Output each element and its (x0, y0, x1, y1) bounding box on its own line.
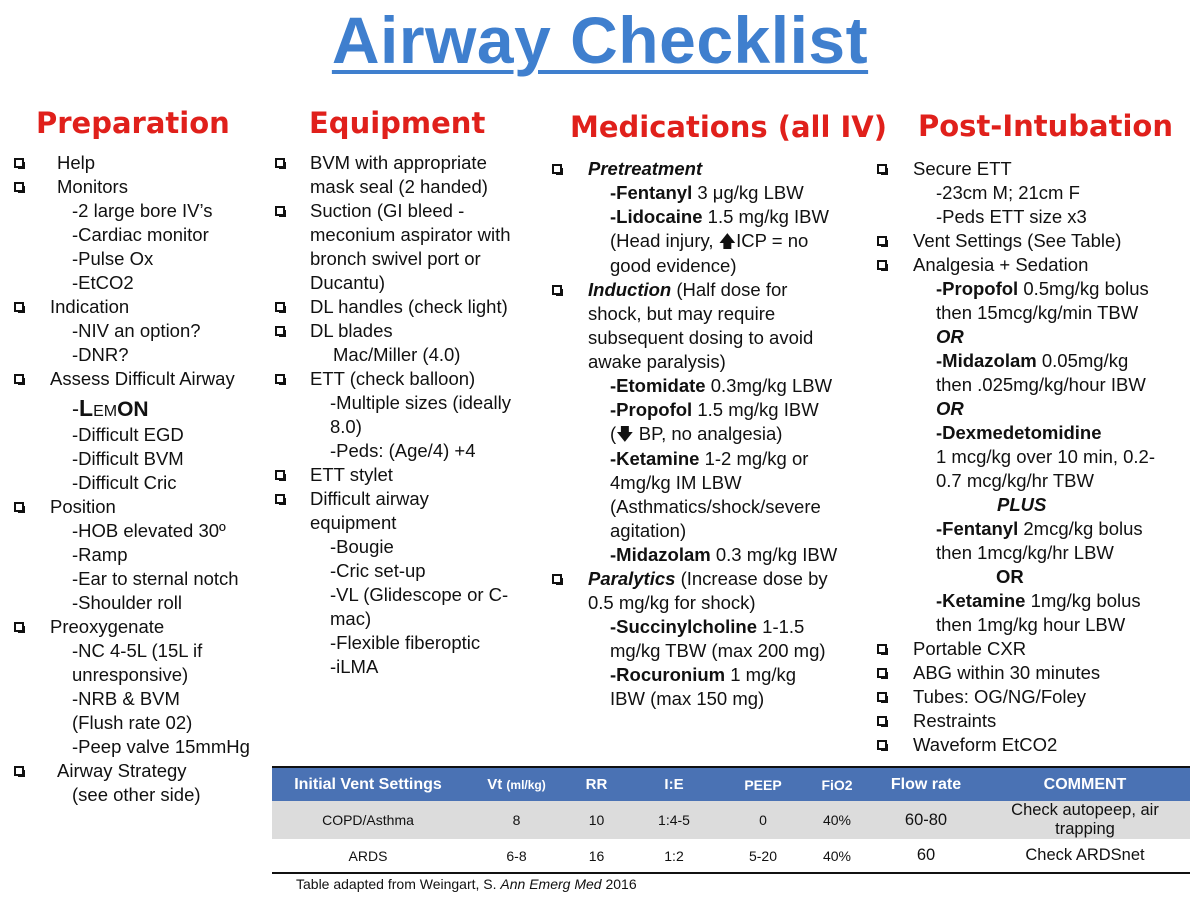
checklist-item: Position (14, 495, 269, 519)
drug-line: -Fentanyl 2mcg/kg bolus (936, 518, 1143, 539)
drug-line: -Lidocaine 1.5 mg/kg IBW (610, 206, 829, 227)
sub-item: 8.0) (330, 416, 362, 437)
checkbox-icon[interactable] (552, 164, 562, 174)
cell-fio2: 40% (802, 839, 872, 873)
item-continuation: shock, but may require (588, 303, 776, 324)
sub-item: -iLMA (330, 656, 379, 677)
checklist-item: BVM with appropriate (275, 151, 545, 175)
table-footnote: Table adapted from Weingart, S. Ann Emerg Med 2016 (296, 876, 637, 892)
cell-rr: 16 (569, 839, 624, 873)
drug-note: then 15mcg/kg/min TBW (936, 302, 1139, 323)
sub-item: -Difficult BVM (72, 448, 184, 469)
header-vt: Vt (ml/kg) (464, 768, 569, 801)
drug-line: -Propofol 1.5 mg/kg IBW (610, 399, 819, 420)
checklist-item: ABG within 30 minutes (877, 661, 1195, 685)
drug-note: then .025mg/kg/hour IBW (936, 374, 1146, 395)
sub-item: (Flush rate 02) (72, 712, 193, 733)
drug-note: then 1mcg/kg/hr LBW (936, 542, 1114, 563)
sub-item: -Difficult Cric (72, 472, 177, 493)
sub-item: -Cric set-up (330, 560, 426, 581)
sub-item: -Ear to sternal notch (72, 568, 239, 589)
drug-note: (Head injury, 🡅ICP = no (610, 230, 809, 251)
drug-note: (🡇 BP, no analgesia) (610, 423, 783, 444)
cell-fio2: 40% (802, 801, 872, 839)
sub-item: -EtCO2 (72, 272, 134, 293)
checklist-item: Monitors (14, 175, 269, 199)
cell-ie: 1:4-5 (624, 801, 724, 839)
checkbox-icon[interactable] (275, 326, 285, 336)
or-separator: OR (936, 398, 964, 419)
drug-line: -Midazolam 0.05mg/kg (936, 350, 1129, 371)
drug-note: 0.7 mcg/kg/hr TBW (936, 470, 1094, 491)
sub-item: -Ramp (72, 544, 128, 565)
post-intubation-heading: Post-Intubation (918, 109, 1173, 143)
header-setting: Initial Vent Settings (272, 768, 464, 801)
sub-item: -Pulse Ox (72, 248, 154, 269)
drug-line: -Rocuronium 1 mg/kg (610, 664, 797, 685)
cell-setting: COPD/Asthma (272, 801, 464, 839)
sub-item: unresponsive) (72, 664, 189, 685)
table-row (272, 801, 1190, 839)
checkbox-icon[interactable] (877, 164, 887, 174)
sub-item: -Peds: (Age/4) +4 (330, 440, 476, 461)
sub-item: -Bougie (330, 536, 394, 557)
or-separator: OR (936, 326, 964, 347)
cell-peep: 0 (724, 801, 802, 839)
drug-note: 4mg/kg IM LBW (610, 472, 742, 493)
checklist-item: Vent Settings (See Table) (877, 229, 1195, 253)
checkbox-icon[interactable] (275, 470, 285, 480)
checklist-item: Secure ETT (877, 157, 1195, 181)
checkbox-icon[interactable] (14, 302, 24, 312)
item-continuation: 0.5 mg/kg for shock) (588, 592, 756, 613)
checkbox-icon[interactable] (14, 182, 24, 192)
sub-item: Mac/Miller (4.0) (333, 344, 461, 365)
table-row (272, 839, 1190, 873)
sub-item: -NIV an option? (72, 320, 201, 341)
checkbox-icon[interactable] (14, 766, 24, 776)
sub-item: -NC 4-5L (15L if (72, 640, 203, 661)
header-peep: PEEP (724, 768, 802, 801)
item-continuation: awake paralysis) (588, 351, 726, 372)
drug-note: 1 mcg/kg over 10 min, 0.2- (936, 446, 1156, 467)
preparation-column (14, 151, 269, 807)
checkbox-icon[interactable] (14, 158, 24, 168)
cell-vt: 6-8 (464, 839, 569, 873)
drug-note: good evidence) (610, 255, 737, 276)
sub-item: -Cardiac monitor (72, 224, 209, 245)
drug-note: mg/kg TBW (max 200 mg) (610, 640, 826, 661)
checkbox-icon[interactable] (877, 236, 887, 246)
checklist-item: Difficult airway (275, 487, 545, 511)
checklist-item: Indication (14, 295, 269, 319)
sub-item: -Difficult EGD (72, 424, 184, 445)
drug-line: -Etomidate 0.3mg/kg LBW (610, 375, 833, 396)
checkbox-icon[interactable] (14, 622, 24, 632)
checklist-item: Airway Strategy (14, 759, 269, 783)
checkbox-icon[interactable] (877, 692, 887, 702)
sub-item: -23cm M; 21cm F (936, 182, 1080, 203)
drug-line: -Fentanyl 3 μg/kg LBW (610, 182, 804, 203)
drug-line: -Midazolam 0.3 mg/kg IBW (610, 544, 838, 565)
checklist-item: Suction (GI bleed - (275, 199, 545, 223)
checkbox-icon[interactable] (552, 574, 562, 584)
checklist-item: DL blades (275, 319, 545, 343)
sub-item: -Multiple sizes (ideally (330, 392, 511, 413)
preparation-heading: Preparation (36, 106, 230, 140)
checklist-item: ETT (check balloon) (275, 367, 545, 391)
checklist-item: Analgesia + Sedation (877, 253, 1195, 277)
checkbox-icon[interactable] (552, 285, 562, 295)
sub-item: -Shoulder roll (72, 592, 183, 613)
plus-separator: PLUS (997, 494, 1047, 515)
checkbox-icon[interactable] (877, 644, 887, 654)
checkbox-icon[interactable] (877, 260, 887, 270)
checkbox-icon[interactable] (14, 502, 24, 512)
checkbox-icon[interactable] (877, 740, 887, 750)
lemon-mnemonic: -LEMON (72, 395, 149, 421)
sub-item: (see other side) (72, 784, 201, 805)
drug-note: IBW (max 150 mg) (610, 688, 765, 709)
sub-item: -DNR? (72, 344, 129, 365)
checklist-item: Assess Difficult Airway (14, 367, 269, 391)
cell-rr: 10 (569, 801, 624, 839)
cell-comment: Check ARDSnet (980, 839, 1190, 873)
sub-item: -VL (Glidescope or C- (330, 584, 509, 605)
header-ie: I:E (624, 768, 724, 801)
equipment-column (275, 151, 545, 679)
sub-item: -Peep valve 15mmHg (72, 736, 250, 757)
checkbox-icon[interactable] (877, 716, 887, 726)
cell-flow: 60 (872, 839, 980, 873)
sub-item: -HOB elevated 30º (72, 520, 226, 541)
header-comment: COMMENT (980, 768, 1190, 801)
cell-comment: Check autopeep, air trapping (980, 801, 1190, 839)
checkbox-icon[interactable] (275, 158, 285, 168)
drug-note: (Asthmatics/shock/severe (610, 496, 821, 517)
checklist-item: Restraints (877, 709, 1195, 733)
header-flow: Flow rate (872, 768, 980, 801)
post-intubation-column (877, 157, 1195, 757)
drug-line: -Dexmedetomidine (936, 422, 1102, 443)
checklist-item: DL handles (check light) (275, 295, 545, 319)
item-continuation: equipment (310, 512, 397, 533)
item-continuation: mask seal (2 handed) (310, 176, 488, 197)
checklist-item: Pretreatment (552, 157, 867, 181)
checkbox-icon[interactable] (275, 374, 285, 384)
item-continuation: bronch swivel port or (310, 248, 481, 269)
checklist-item: Tubes: OG/NG/Foley (877, 685, 1195, 709)
medications-column (552, 157, 867, 711)
down-arrow-icon: 🡇 (616, 425, 634, 444)
sub-item: mac) (330, 608, 372, 629)
drug-line: -Succinylcholine 1-1.5 (610, 616, 805, 637)
or-separator: OR (996, 566, 1024, 587)
cell-flow: 60-80 (872, 801, 980, 839)
sub-item: -Flexible fiberoptic (330, 632, 481, 653)
cell-vt: 8 (464, 801, 569, 839)
cell-ie: 1:2 (624, 839, 724, 873)
checkbox-icon[interactable] (877, 668, 887, 678)
item-continuation: meconium aspirator with (310, 224, 511, 245)
drug-line: -Propofol 0.5mg/kg bolus (936, 278, 1149, 299)
medications-heading: Medications (all IV) (570, 110, 888, 144)
checklist-item: Waveform EtCO2 (877, 733, 1195, 757)
drug-note: agitation) (610, 520, 687, 541)
table-header-row (272, 768, 1190, 801)
cell-peep: 5-20 (724, 839, 802, 873)
checkbox-icon[interactable] (275, 494, 285, 504)
checklist-item: Induction (Half dose for (552, 278, 867, 302)
sub-item: -2 large bore IV’s (72, 200, 213, 221)
header-fio2: FiO2 (802, 768, 872, 801)
vent-settings-table (272, 768, 1190, 874)
header-rr: RR (569, 768, 624, 801)
sub-item: -Peds ETT size x3 (936, 206, 1087, 227)
cell-setting: ARDS (272, 839, 464, 873)
checklist-item: Portable CXR (877, 637, 1195, 661)
up-arrow-icon: 🡅 (718, 232, 737, 251)
checklist-item: Paralytics (Increase dose by (552, 567, 867, 591)
equipment-heading: Equipment (309, 106, 486, 140)
checkbox-icon[interactable] (14, 374, 24, 384)
item-continuation: subsequent dosing to avoid (588, 327, 814, 348)
page-title: Airway Checklist (331, 3, 869, 77)
drug-line: -Ketamine 1-2 mg/kg or (610, 448, 809, 469)
sub-item: -NRB & BVM (72, 688, 180, 709)
drug-note: then 1mg/kg hour LBW (936, 614, 1126, 635)
item-continuation: Ducantu) (310, 272, 386, 293)
checkbox-icon[interactable] (275, 206, 285, 216)
drug-line: -Ketamine 1mg/kg bolus (936, 590, 1141, 611)
checklist-item: ETT stylet (275, 463, 545, 487)
checklist-item: Help (14, 151, 269, 175)
checklist-item: Preoxygenate (14, 615, 269, 639)
checkbox-icon[interactable] (275, 302, 285, 312)
